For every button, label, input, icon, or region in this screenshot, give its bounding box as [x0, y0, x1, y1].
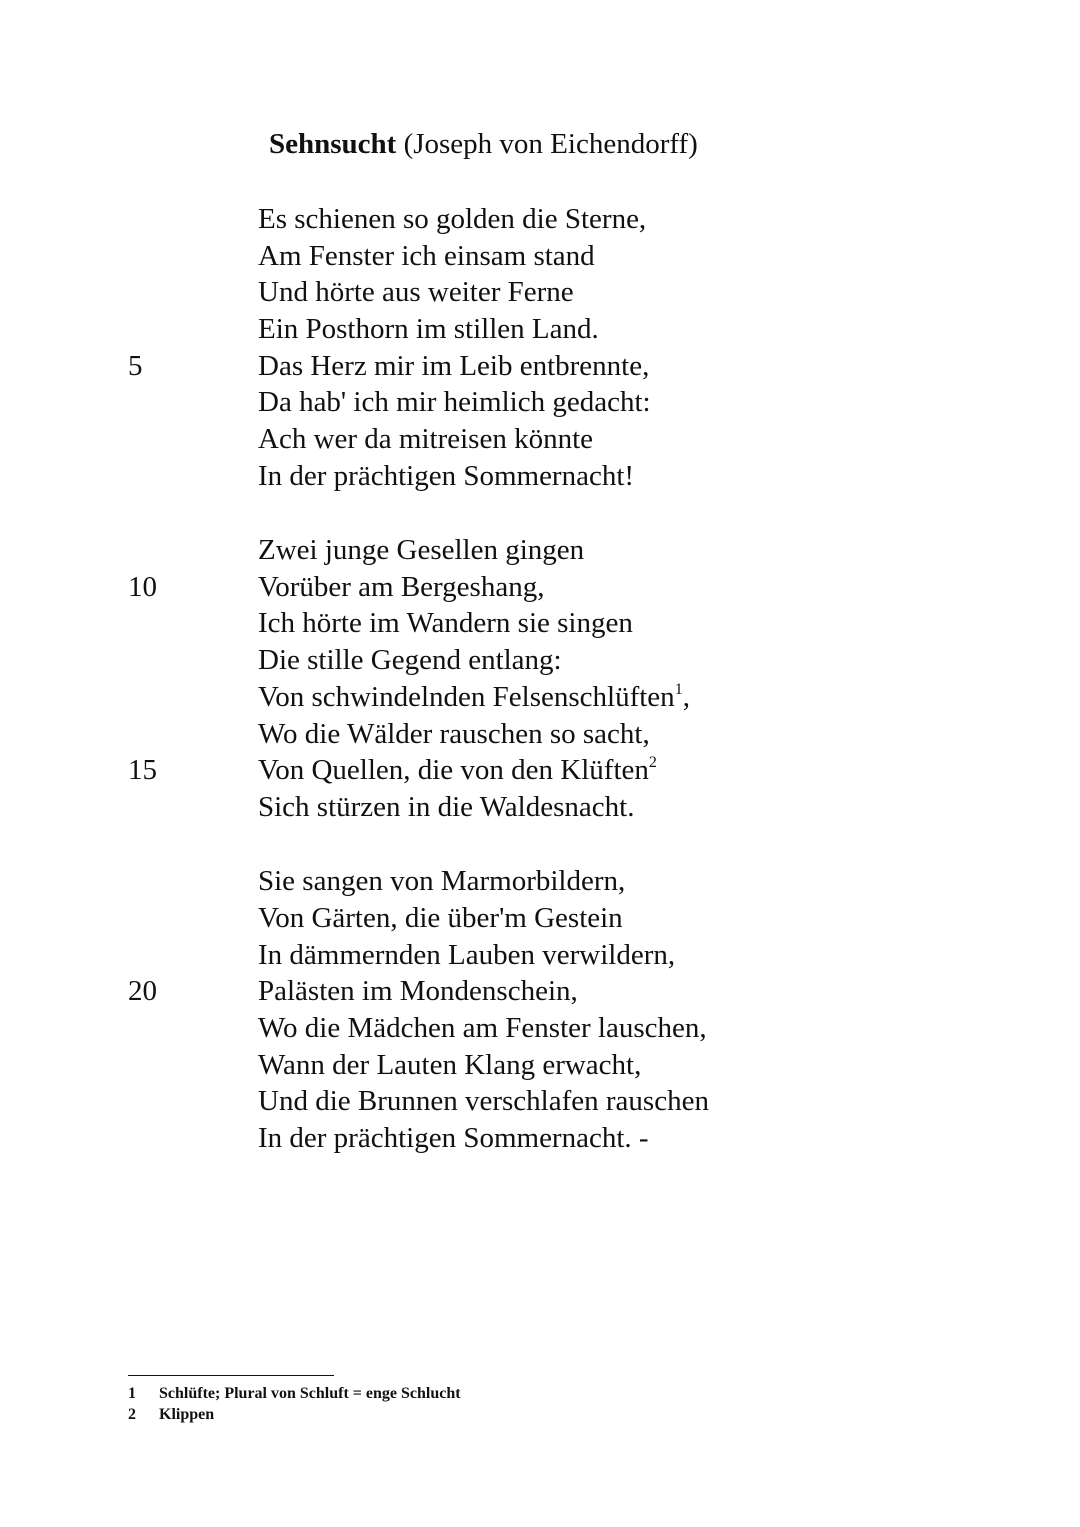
poem-title [269, 128, 698, 161]
footnote-separator [128, 1375, 334, 1376]
line-text: Da hab' ich mir heimlich gedacht: [258, 386, 651, 419]
line-text-wrap [258, 238, 595, 275]
line-text-wrap [258, 1010, 707, 1047]
line-number: 15 [128, 754, 157, 787]
line-punctuation: , [682, 680, 690, 713]
poem-line [0, 1010, 1080, 1047]
line-text-wrap [258, 605, 633, 642]
poem-line [0, 532, 1080, 569]
line-text: Vorüber am Bergeshang, [258, 570, 545, 603]
stanza [0, 201, 1080, 495]
line-text: Die stille Gegend entlang: [258, 644, 562, 677]
poem-line [0, 937, 1080, 974]
line-text-wrap [258, 421, 593, 458]
line-text: Ich hörte im Wandern sie singen [258, 607, 633, 640]
poem-line [0, 458, 1080, 495]
line-text-wrap [258, 274, 574, 311]
line-number: 10 [128, 570, 157, 603]
line-text: Wo die Wälder rauschen so sacht, [258, 717, 650, 750]
line-text-wrap [258, 1083, 709, 1120]
line-text: Ein Posthorn im stillen Land. [258, 313, 599, 346]
line-text: Wo die Mädchen am Fenster lauschen, [258, 1011, 707, 1044]
line-text: Palästen im Mondenschein, [258, 975, 578, 1008]
poem-line [0, 716, 1080, 753]
poem-line [0, 421, 1080, 458]
line-text-wrap [258, 900, 623, 937]
title-author: (Joseph von Eichendorff) [403, 128, 698, 160]
poem-line [0, 238, 1080, 275]
line-text: Von Quellen, die von den Klüften [258, 754, 649, 787]
stanza [0, 532, 1080, 826]
line-text-wrap [258, 716, 650, 753]
poem-line [0, 201, 1080, 238]
poem-line [0, 679, 1080, 716]
line-text-wrap [258, 642, 562, 679]
line-text: Das Herz mir im Leib entbrennte, [258, 349, 650, 382]
line-text: Am Fenster ich einsam stand [258, 239, 595, 272]
poem-line [0, 311, 1080, 348]
line-text: Zwei junge Gesellen gingen [258, 534, 585, 567]
line-number: 5 [128, 349, 143, 382]
footnote-reference[interactable]: 2 [648, 754, 657, 772]
line-text-wrap [258, 311, 599, 348]
footnote-text: Klippen [159, 1406, 215, 1423]
line-number: 20 [128, 975, 157, 1008]
line-text-wrap [258, 201, 646, 238]
poem-line [0, 863, 1080, 900]
footnote-number: 1 [128, 1385, 136, 1402]
poem-line [0, 642, 1080, 679]
line-text: Von schwindelnden Felsenschlüften [258, 680, 675, 713]
footnote-reference[interactable]: 1 [674, 680, 683, 698]
line-text: Es schienen so golden die Sterne, [258, 203, 647, 235]
line-text: Von Gärten, die über'm Gestein [258, 901, 623, 934]
footnote-text: Schlüfte; Plural von Schluft = enge Schlucht [159, 1385, 461, 1402]
line-text-wrap [258, 458, 634, 495]
poem-line [0, 973, 1080, 1010]
poem-line [0, 900, 1080, 937]
line-text: In dämmernden Lauben verwildern, [258, 938, 676, 971]
line-text-wrap [258, 1120, 649, 1157]
poem-line [0, 274, 1080, 311]
line-text-wrap [258, 973, 578, 1010]
poem-line [0, 752, 1080, 789]
line-text-wrap [258, 569, 544, 606]
poem-line [0, 569, 1080, 606]
title-main: Sehnsucht [269, 128, 397, 160]
line-text-wrap [258, 789, 634, 826]
line-text-wrap [258, 937, 675, 974]
poem-line [0, 1083, 1080, 1120]
poem-line [0, 1120, 1080, 1157]
line-text-wrap [258, 1047, 641, 1084]
line-text: Sich stürzen in die Waldesnacht. [258, 790, 635, 823]
poem-line [0, 348, 1080, 385]
line-text: In der prächtigen Sommernacht. - [258, 1122, 649, 1154]
line-text: Sie sangen von Marmorbildern, [258, 865, 626, 898]
poem-body [0, 201, 1080, 1194]
line-text-wrap [258, 752, 657, 789]
poem-line [0, 1047, 1080, 1084]
stanza [0, 863, 1080, 1157]
line-text: In der prächtigen Sommernacht! [258, 459, 635, 492]
line-text: Ach wer da mitreisen könnte [258, 423, 594, 456]
line-text: Wann der Lauten Klang erwacht, [258, 1048, 642, 1081]
poem-line [0, 605, 1080, 642]
line-text: Und hörte aus weiter Ferne [258, 276, 574, 309]
poem-line [0, 384, 1080, 421]
footnote-number: 2 [128, 1406, 136, 1423]
line-text-wrap [258, 863, 625, 900]
poem-line [0, 789, 1080, 826]
line-text: Und die Brunnen verschlafen rauschen [258, 1085, 709, 1118]
line-text-wrap [258, 384, 651, 421]
line-text-wrap [258, 532, 584, 569]
line-text-wrap [258, 348, 649, 385]
line-text-wrap [258, 679, 690, 716]
